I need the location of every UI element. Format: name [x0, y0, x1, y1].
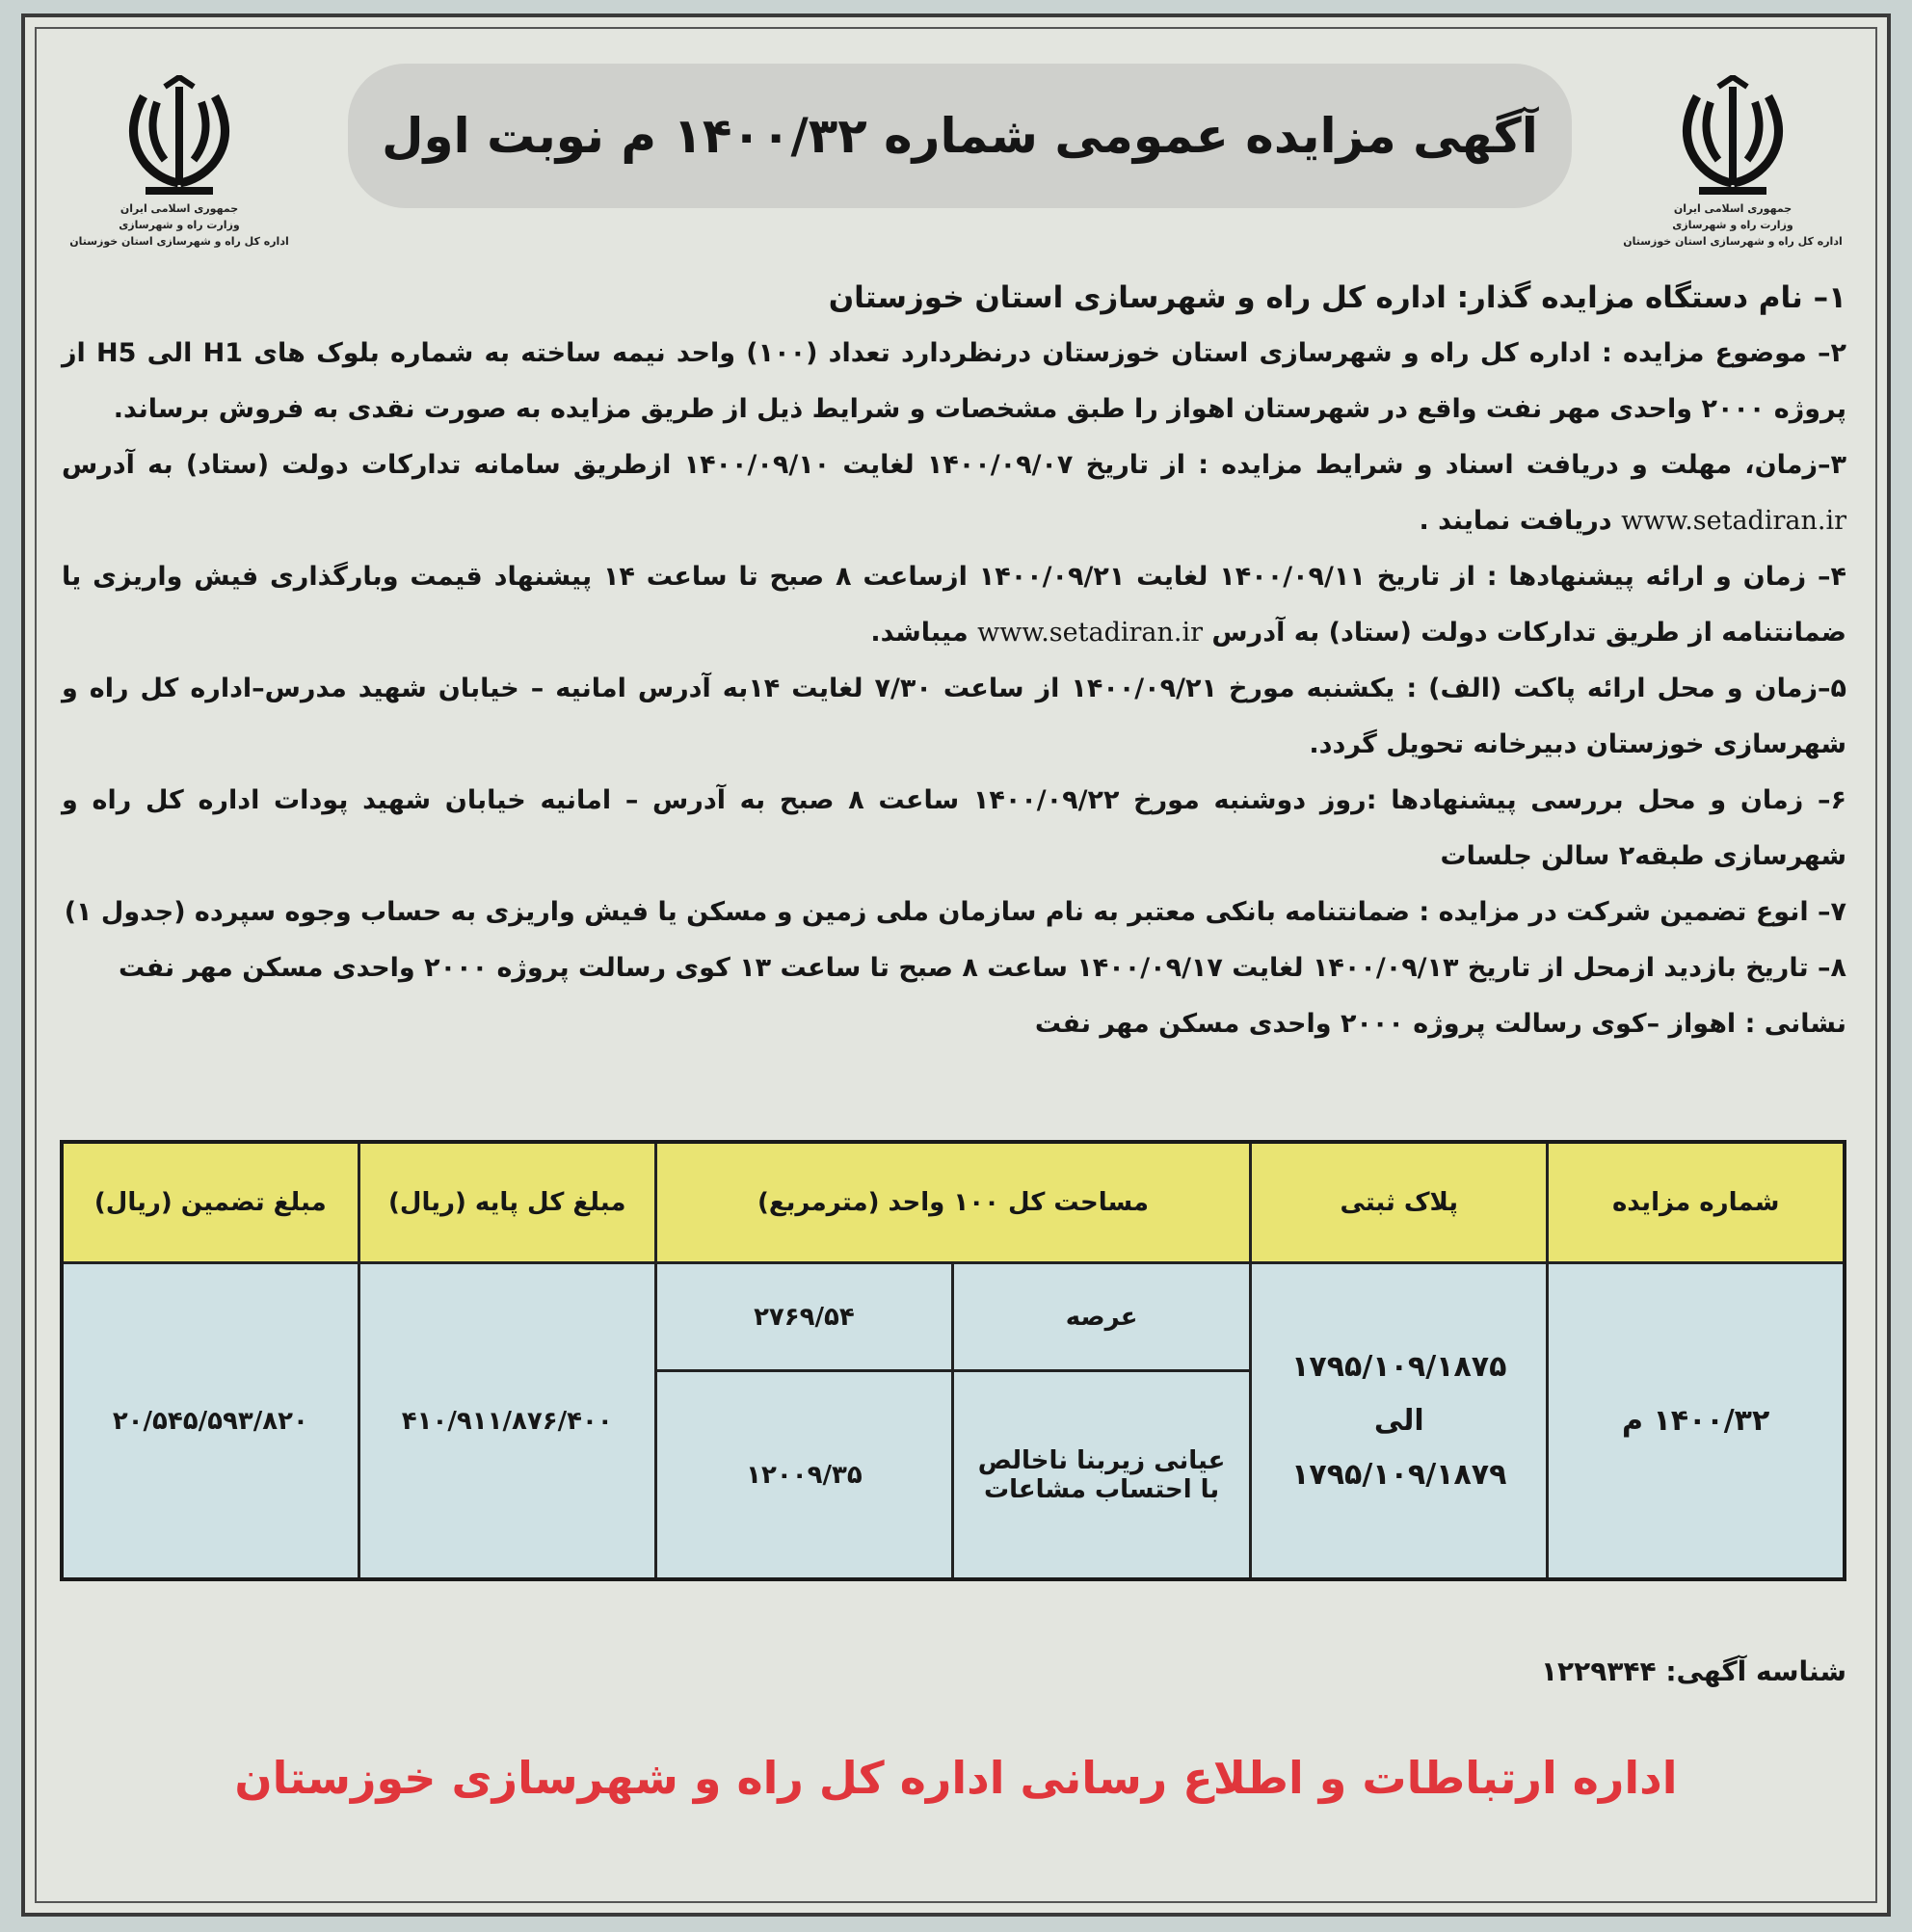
- plaque-from: ۱۷۹۵/۱۰۹/۱۸۷۵: [1291, 1349, 1507, 1384]
- cell-building-value: ۱۲۰۰۹/۳۵: [655, 1371, 952, 1580]
- building-label-2: با احتساب مشاعات: [983, 1474, 1220, 1504]
- item-2-subject: ۲– موضوع مزایده : اداره کل راه و شهرسازی استان خوزستان درنظردارد تعداد (۱۰۰) واحد نیمه ساخته به شماره بلوک های H1 الی H5 از پروژه ۲۰۰۰ واحدی مهر نفت واقع در شهرستان اهواز را طبق مشخصات و شرایط ذیل از طریق مزایده به صورت نقدی به فروش برساند.: [62, 338, 1847, 424]
- ad-id-value: ۱۲۲۹۳۴۴: [1540, 1655, 1657, 1687]
- auction-table: [60, 1140, 1846, 1581]
- item-4-submission: [62, 549, 1846, 661]
- item-8-visit: ۸– تاریخ بازدید ازمحل از تاریخ ۱۴۰۰/۰۹/۱۳ لغایت ۱۴۰۰/۰۹/۱۷ ساعت ۸ صبح تا ساعت ۱۳ کوی رسالت پروژه ۲۰۰۰ واحدی مسکن مهر نفت: [119, 953, 1846, 983]
- emblem-caption-2: وزارت راه و شهرسازی: [1672, 219, 1793, 231]
- emblem-caption-1: جمهوری اسلامی ایران: [120, 202, 239, 215]
- cell-land-label: عرصه: [953, 1263, 1251, 1371]
- ad-id-label: شناسه آگهی:: [1665, 1655, 1846, 1687]
- emblem-icon: [117, 75, 242, 200]
- cell-base-price: ۴۱۰/۹۱۱/۸۷۶/۴۰۰: [358, 1263, 655, 1580]
- website-link[interactable]: www.setadiran.ir: [977, 618, 1204, 648]
- item-3-text: ۳–زمان، مهلت و دریافت اسناد و شرایط مزایده : از تاریخ ۱۴۰۰/۰۹/۰۷ لغایت ۱۴۰۰/۰۹/۱۰ ازطریق سامانه تدارکات دولت (ستاد) به آدرس: [62, 450, 1846, 480]
- item-4-end: میباشد.: [870, 618, 969, 648]
- cell-land-value: ۲۷۶۹/۵۴: [655, 1263, 952, 1371]
- header-base-price: مبلغ کل پایه (ریال): [358, 1142, 655, 1263]
- item-4-text: ۴– زمان و ارائه پیشنهادها : از تاریخ ۱۴۰۰/۰۹/۱۱ لغایت ۱۴۰۰/۰۹/۲۱ ازساعت ۸ صبح تا ساعت ۱۴ پیشنهاد قیمت وبارگذاری فیش واریزی یا ضمانتنامه از طریق تدارکات دولت (ستاد) به آدرس: [62, 562, 1846, 648]
- item-3-end: دریافت نمایند .: [1419, 506, 1612, 536]
- emblem-caption-2: وزارت راه و شهرسازی: [119, 219, 240, 231]
- emblem-caption-3: اداره کل راه و شهرسازی استان خوزستان: [1623, 235, 1843, 248]
- item-5-envelope: ۵–زمان و محل ارائه پاکت (الف) : یکشنبه مورخ ۱۴۰۰/۰۹/۲۱ از ساعت ۷/۳۰ لغایت ۱۴به آدرس امانیه – خیابان شهید مدرس–اداره کل راه و شهرسازی خوزستان دبیرخانه تحویل گردد.: [62, 674, 1846, 759]
- header-plaque: پلاک ثبتی: [1251, 1142, 1548, 1263]
- address: نشانی : اهواز –کوی رسالت پروژه ۲۰۰۰ واحدی مسکن مهر نفت: [1034, 1009, 1846, 1039]
- advertisement-page: [21, 13, 1891, 1917]
- table-header-row: [62, 1142, 1845, 1263]
- plaque-to: ۱۷۹۵/۱۰۹/۱۸۷۹: [1291, 1457, 1507, 1492]
- item-1-organizer: ۱– نام دستگاه مزایده گذار: اداره کل راه و شهرسازی استان خوزستان: [828, 280, 1846, 315]
- emblem-icon: [1670, 75, 1795, 200]
- plaque-to-word: الی: [1373, 1403, 1424, 1438]
- emblem-left: [68, 75, 290, 250]
- building-label-1: عیانی زیربنا ناخالص: [977, 1445, 1226, 1475]
- item-6-review: ۶– زمان و محل بررسی پیشنهادها :روز دوشنبه مورخ ۱۴۰۰/۰۹/۲۲ ساعت ۸ صبح به آدرس – امانیه خیابان شهید پودات اداره کل راه و شهرسازی طبقه۲ سالن جلسات: [62, 785, 1847, 871]
- header-area: مساحت کل ۱۰۰ واحد (مترمربع): [655, 1142, 1250, 1263]
- title-banner: [348, 64, 1572, 208]
- page-title: آگهی مزایده عمومی شماره ۱۴۰۰/۳۲ م نوبت اول: [382, 108, 1538, 164]
- cell-guarantee: ۲۰/۵۴۵/۵۹۳/۸۲۰: [62, 1263, 358, 1580]
- item-7-guarantee: ۷– انوع تضمین شرکت در مزایده : ضمانتنامه بانکی معتبر به نام سازمان ملی زمین و مسکن یا فیش واریزی به حساب وجوه سپرده (جدول ۱): [64, 897, 1846, 927]
- header-guarantee: مبلغ تضمین (ریال): [62, 1142, 358, 1263]
- cell-plaque: [1251, 1263, 1548, 1580]
- emblem-caption-3: اداره کل راه و شهرسازی استان خوزستان: [69, 235, 289, 248]
- ad-id: [1541, 1655, 1846, 1687]
- cell-auction-number: ۱۴۰۰/۳۲ م: [1548, 1263, 1845, 1580]
- website-link[interactable]: www.setadiran.ir: [1621, 506, 1846, 536]
- table-row: [62, 1263, 1845, 1371]
- emblem-caption-1: جمهوری اسلامی ایران: [1673, 202, 1792, 215]
- item-3-documents: [62, 437, 1846, 549]
- header-auction-number: شماره مزایده: [1548, 1142, 1845, 1263]
- footer-title: اداره ارتباطات و اطلاع رسانی اداره کل راه و شهرسازی خوزستان: [234, 1752, 1678, 1804]
- cell-building-label: [953, 1371, 1251, 1580]
- auction-terms: [62, 270, 1846, 1052]
- emblem-right: [1622, 75, 1844, 250]
